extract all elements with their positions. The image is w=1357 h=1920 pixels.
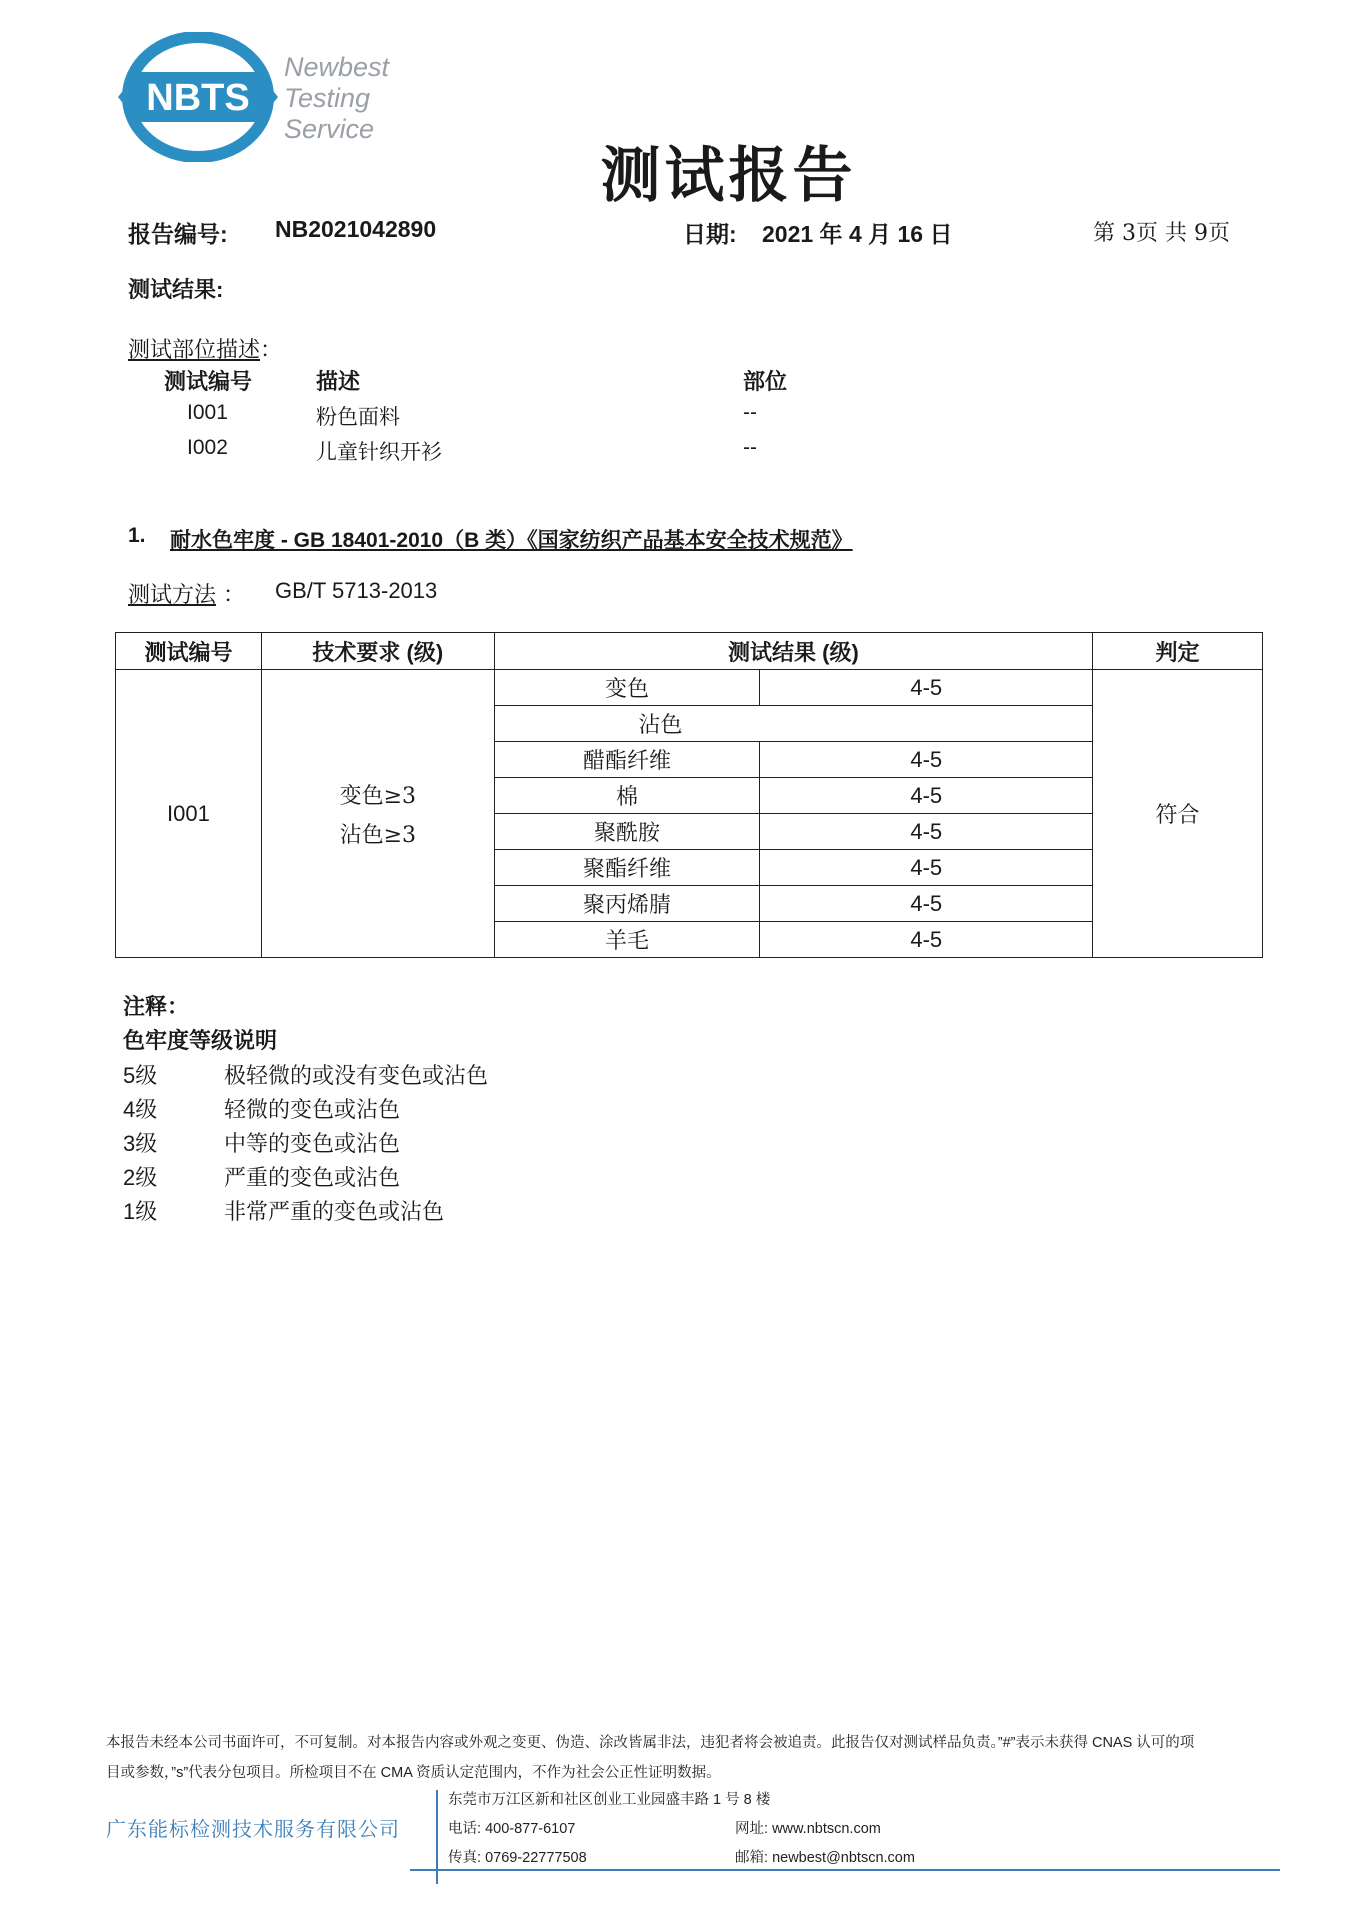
result-value: 4-5 (760, 814, 1093, 850)
grade-5: 5级 (123, 1063, 158, 1088)
section-title: 耐水色牢度 - GB 18401-2010（B 类）《国家纺织产品基本安全技术规范》 (170, 529, 853, 552)
result-name: 聚酯纤维 (494, 850, 760, 886)
footer-address: 东莞市万江区新和社区创业工业园盛丰路 1 号 8 楼 (448, 1792, 771, 1808)
method-label: 测试方法 (128, 583, 217, 608)
cell-requirement (261, 670, 494, 958)
requirement-line-1: 变色≥3 (339, 783, 416, 809)
parts-col-id: 测试编号 (164, 369, 253, 394)
parts-row-2-desc: 儿童针织开衫 (316, 440, 442, 464)
grade-4-desc: 轻微的变色或沾色 (224, 1098, 401, 1123)
result-name: 变色 (494, 670, 760, 706)
section-number: 1. (128, 524, 146, 547)
grade-3-desc: 中等的变色或沾色 (224, 1132, 401, 1157)
parts-row-1-desc: 粉色面料 (316, 405, 400, 429)
th-result: 测试结果 (级) (494, 633, 1092, 670)
notes-subheading: 色牢度等级说明 (123, 1028, 278, 1053)
footer-disclaimer (106, 1731, 1266, 1782)
web-url[interactable]: www.nbtscn.com (772, 1821, 881, 1837)
parts-row-1-id: I001 (187, 401, 228, 424)
th-sample-id: 测试编号 (116, 633, 262, 670)
table-row (116, 670, 1263, 706)
disclaimer-line-2: 目或参数，”s”代表分包项目。所检项目不在 CMA 资质认定范围内，不作为社会公正性证明数据。 (106, 1765, 721, 1781)
footer-divider-horizontal (410, 1869, 1280, 1871)
results-table (115, 632, 1263, 958)
report-no-label: 报告编号: (128, 221, 228, 247)
parts-row-2-id: I002 (187, 436, 228, 459)
logo-line-3: Service (284, 114, 375, 144)
grade-3: 3级 (123, 1131, 158, 1156)
result-name: 羊毛 (494, 922, 760, 958)
logo-line-1: Newbest (284, 52, 390, 82)
method-label-wrap (128, 578, 245, 609)
grade-1-desc: 非常严重的变色或沾色 (224, 1200, 445, 1225)
cell-sample-id: I001 (116, 670, 262, 958)
date-label: 日期: (683, 221, 737, 247)
footer-web (735, 1817, 881, 1838)
requirement-line-2: 沾色≥3 (339, 822, 416, 848)
fax-number: 0769-22777508 (485, 1850, 587, 1866)
page-indicator: 第 3页 共 9页 (1093, 221, 1230, 246)
method-standard: GB/T 5713-2013 (275, 578, 438, 603)
parts-heading-colon: ： (260, 338, 283, 363)
parts-col-desc: 描述 (316, 369, 361, 394)
grade-2-desc: 严重的变色或沾色 (224, 1166, 401, 1191)
parts-heading (128, 333, 282, 364)
result-value: 4-5 (760, 778, 1093, 814)
result-name: 聚丙烯腈 (494, 886, 760, 922)
result-name: 聚酰胺 (494, 814, 760, 850)
result-name: 棉 (494, 778, 760, 814)
grade-1: 1级 (123, 1199, 158, 1224)
report-date: 2021 年 4 月 16 日 (762, 221, 953, 247)
email-address[interactable]: newbest@nbtscn.com (772, 1850, 915, 1866)
result-value: 4-5 (760, 886, 1093, 922)
document-title (0, 128, 1357, 214)
result-value: 4-5 (760, 742, 1093, 778)
grade-2: 2级 (123, 1165, 158, 1190)
result-name: 醋酯纤维 (494, 742, 760, 778)
document-title-text: 测试报告 (600, 141, 857, 211)
footer-phone (448, 1817, 575, 1838)
th-requirement: 技术要求 (级) (261, 633, 494, 670)
parts-heading-text: 测试部位描述 (128, 338, 261, 363)
result-group-text: 沾色 (638, 713, 683, 738)
parts-col-position: 部位 (743, 369, 788, 394)
logo-mark: NBTS (146, 77, 250, 119)
grade-5-desc: 极轻微的或没有变色或沾色 (224, 1064, 489, 1089)
notes-heading: 注释： (123, 994, 190, 1019)
table-header-row (116, 633, 1263, 670)
parts-row-2-position: -- (743, 436, 757, 459)
method-sep: ： (223, 583, 246, 608)
phone-number: 400-877-6107 (485, 1821, 576, 1837)
th-verdict: 判定 (1093, 633, 1263, 670)
web-label: 网址: (735, 1821, 769, 1837)
grade-4: 4级 (123, 1097, 158, 1122)
phone-label: 电话: (448, 1821, 482, 1837)
results-label: 测试结果: (128, 277, 224, 302)
result-group-label (494, 706, 1092, 742)
email-label: 邮箱: (735, 1850, 769, 1866)
disclaimer-line-1: 本报告未经本公司书面许可，不可复制。对本报告内容或外观之变更、伪造、涂改皆属非法，违犯者将会被追责。此报告仅对测试样品负责。”#”表示未获得 CNAS 认可的项 (106, 1735, 1195, 1751)
footer-email (735, 1846, 915, 1867)
logo-line-2: Testing (284, 83, 371, 113)
footer-fax (448, 1846, 587, 1867)
parts-row-1-position: -- (743, 401, 757, 424)
fax-label: 传真: (448, 1850, 482, 1866)
company-name: 广东能标检测技术服务有限公司 (106, 1819, 400, 1841)
report-no: NB2021042890 (275, 216, 437, 242)
cell-verdict: 符合 (1093, 670, 1263, 958)
result-value: 4-5 (760, 670, 1093, 706)
result-value: 4-5 (760, 922, 1093, 958)
result-value: 4-5 (760, 850, 1093, 886)
